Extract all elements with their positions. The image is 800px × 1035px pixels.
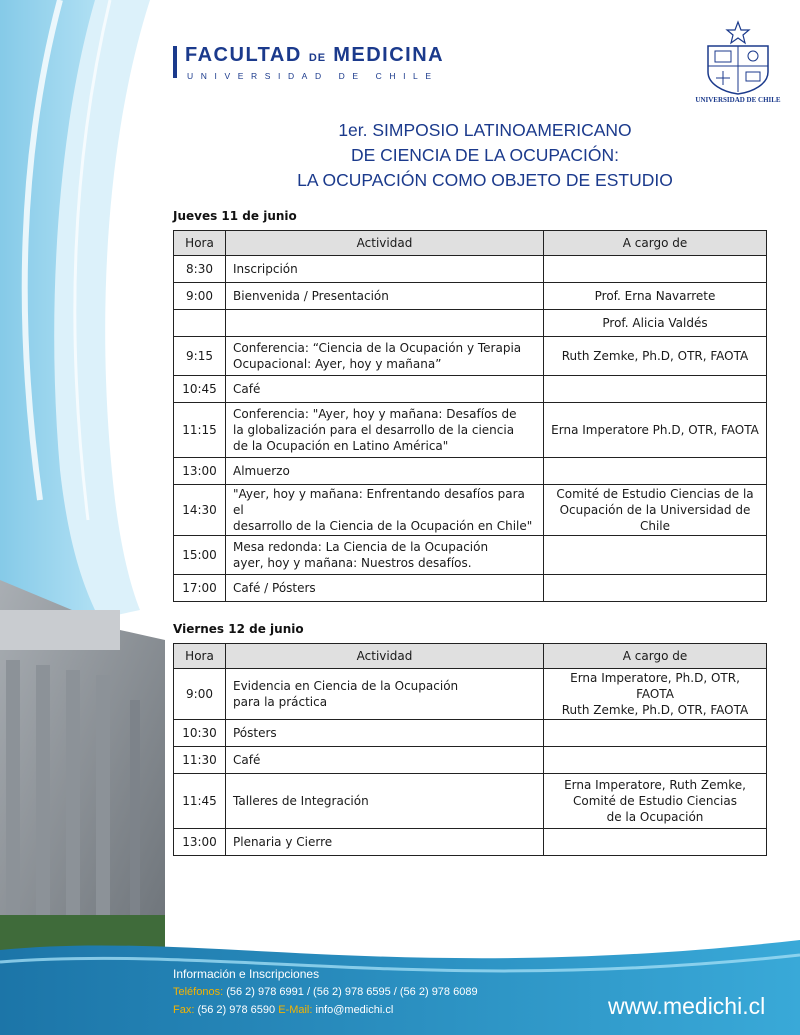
- email-value[interactable]: info@medichi.cl: [315, 1004, 394, 1016]
- table-row: [174, 310, 767, 337]
- hora-cell: 11:30: [174, 747, 226, 774]
- table-row: [174, 747, 767, 774]
- cargo-cell: [544, 536, 767, 575]
- crest-icon: [683, 20, 793, 96]
- table-header-row: [174, 644, 767, 669]
- cargo-cell: Comité de Estudio Ciencias de la Ocupación de la Universidad de Chile: [544, 485, 767, 536]
- actividad-cell: [226, 310, 544, 337]
- hora-cell: 9:00: [174, 283, 226, 310]
- actividad-cell: Pósters: [226, 720, 544, 747]
- hora-cell: 14:30: [174, 485, 226, 536]
- column-header-actividad: Actividad: [226, 644, 544, 669]
- crest-label: UNIVERSIDAD DE CHILE: [695, 96, 781, 104]
- hora-cell: 13:00: [174, 458, 226, 485]
- actividad-cell: Café / Pósters: [226, 575, 544, 602]
- cargo-cell: Prof. Alicia Valdés: [544, 310, 767, 337]
- actividad-cell: Talleres de Integración: [226, 774, 544, 829]
- day2-label: Viernes 12 de junio: [173, 622, 304, 636]
- hora-cell: 17:00: [174, 575, 226, 602]
- table-row: [174, 720, 767, 747]
- fax-label: Fax:: [173, 1004, 195, 1016]
- phones-label: Teléfonos:: [173, 986, 224, 998]
- hora-cell: 10:30: [174, 720, 226, 747]
- hora-cell: 10:45: [174, 376, 226, 403]
- title-line-1: 1er. SIMPOSIO LATINOAMERICANO: [338, 120, 632, 140]
- cargo-cell: Erna Imperatore, Ruth Zemke, Comité de Estudio Ciencias de la Ocupación: [544, 774, 767, 829]
- table-row: [174, 536, 767, 575]
- logo-subtitle: UNIVERSIDAD DE CHILE: [187, 71, 439, 81]
- footer-title: Información e Inscripciones: [173, 967, 320, 981]
- table-row: [174, 283, 767, 310]
- hora-cell: 15:00: [174, 536, 226, 575]
- actividad-cell: Café: [226, 747, 544, 774]
- table-row: [174, 485, 767, 536]
- hora-cell: 9:00: [174, 669, 226, 720]
- actividad-cell: Mesa redonda: La Ciencia de la Ocupación ayer, hoy y mañana: Nuestros desafíos.: [226, 536, 544, 575]
- table-row: [174, 256, 767, 283]
- title-line-3: LA OCUPACIÓN COMO OBJETO DE ESTUDIO: [297, 170, 673, 190]
- column-header-cargo: A cargo de: [544, 644, 767, 669]
- hora-cell: 8:30: [174, 256, 226, 283]
- table-header-row: [174, 231, 767, 256]
- actividad-cell: Café: [226, 376, 544, 403]
- cargo-cell: Erna Imperatore, Ph.D, OTR, FAOTA Ruth Zemke, Ph.D, OTR, FAOTA: [544, 669, 767, 720]
- logo-title-word-2: MEDICINA: [333, 44, 445, 66]
- actividad-cell: Evidencia en Ciencia de la Ocupación para la práctica: [226, 669, 544, 720]
- day1-label: Jueves 11 de junio: [173, 209, 297, 223]
- cargo-cell: [544, 376, 767, 403]
- logo-title-de: DE: [308, 52, 327, 64]
- actividad-cell: Almuerzo: [226, 458, 544, 485]
- logo-bar: [173, 46, 177, 78]
- actividad-cell: Conferencia: "Ayer, hoy y mañana: Desafíos de la globalización para el desarrollo de la ciencia de la Ocupación en Latino América": [226, 403, 544, 458]
- cargo-cell: Prof. Erna Navarrete: [544, 283, 767, 310]
- hora-cell: [174, 310, 226, 337]
- hora-cell: 9:15: [174, 337, 226, 376]
- hora-cell: 13:00: [174, 829, 226, 856]
- table-row: [174, 337, 767, 376]
- logo-title-word-1: FACULTAD: [185, 44, 302, 66]
- footer-phones: [173, 983, 478, 1001]
- actividad-cell: "Ayer, hoy y mañana: Enfrentando desafíos para el desarrollo de la Ciencia de la Ocupación en Chile": [226, 485, 544, 536]
- table-row: [174, 575, 767, 602]
- column-header-cargo: A cargo de: [544, 231, 767, 256]
- table-row: [174, 829, 767, 856]
- cargo-cell: Erna Imperatore Ph.D, OTR, FAOTA: [544, 403, 767, 458]
- actividad-cell: Inscripción: [226, 256, 544, 283]
- actividad-cell: Conferencia: “Ciencia de la Ocupación y Terapia Ocupacional: Ayer, hoy y mañana”: [226, 337, 544, 376]
- table-row: [174, 376, 767, 403]
- symposium-title: [170, 118, 800, 193]
- footer-contact: [173, 965, 478, 1019]
- day2-schedule-table: [173, 643, 767, 856]
- cargo-cell: Ruth Zemke, Ph.D, OTR, FAOTA: [544, 337, 767, 376]
- phones-value: (56 2) 978 6991 / (56 2) 978 6595 / (56 2) 978 6089: [226, 986, 478, 998]
- column-header-hora: Hora: [174, 231, 226, 256]
- table-row: [174, 458, 767, 485]
- footer-fax-email: [173, 1001, 478, 1019]
- title-line-2: DE CIENCIA DE LA OCUPACIÓN:: [350, 145, 620, 165]
- website-link[interactable]: www.medichi.cl: [608, 993, 766, 1019]
- logo-title: [185, 44, 444, 67]
- fax-value: (56 2) 978 6590: [197, 1004, 276, 1016]
- cargo-cell: [544, 747, 767, 774]
- hora-cell: 11:15: [174, 403, 226, 458]
- cargo-cell: [544, 256, 767, 283]
- cargo-cell: [544, 720, 767, 747]
- actividad-cell: Bienvenida / Presentación: [226, 283, 544, 310]
- hora-cell: 11:45: [174, 774, 226, 829]
- table-row: [174, 669, 767, 720]
- email-label: E-Mail:: [278, 1004, 313, 1016]
- university-crest: [683, 20, 793, 110]
- cargo-cell: [544, 458, 767, 485]
- column-header-hora: Hora: [174, 644, 226, 669]
- table-row: [174, 774, 767, 829]
- table-row: [174, 403, 767, 458]
- day1-schedule-table: [173, 230, 767, 602]
- cargo-cell: [544, 829, 767, 856]
- actividad-cell: Plenaria y Cierre: [226, 829, 544, 856]
- cargo-cell: [544, 575, 767, 602]
- column-header-actividad: Actividad: [226, 231, 544, 256]
